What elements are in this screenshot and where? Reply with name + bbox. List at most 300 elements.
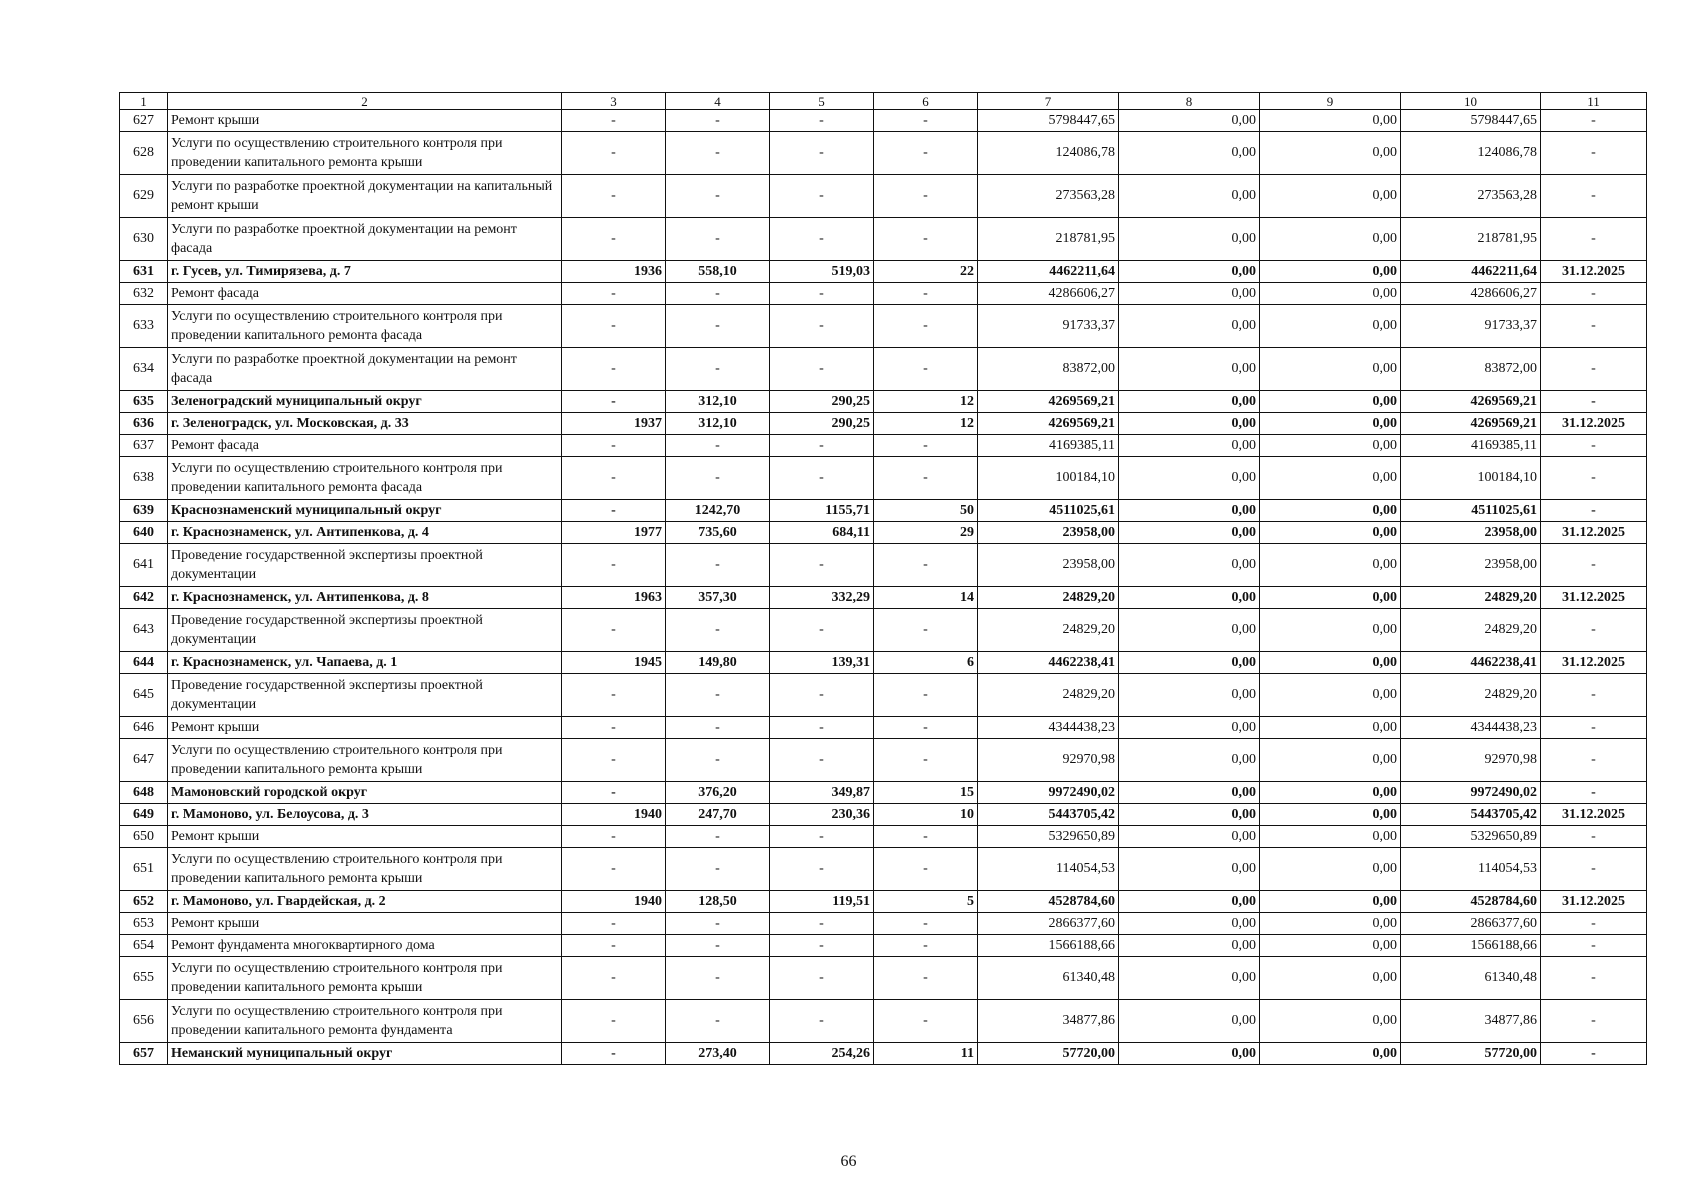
table-cell: - [874, 935, 978, 957]
table-row [120, 739, 1647, 782]
table-cell: 23958,00 [978, 522, 1119, 544]
table-cell: 0,00 [1260, 391, 1401, 413]
table-cell: 23958,00 [1401, 522, 1541, 544]
table-cell: - [770, 110, 874, 132]
table-cell: - [1541, 609, 1647, 652]
table-cell: - [1541, 782, 1647, 804]
table-cell: 4511025,61 [1401, 500, 1541, 522]
table-cell: 332,29 [770, 587, 874, 609]
table-row [120, 1000, 1647, 1043]
table-cell: - [562, 457, 666, 500]
table-row [120, 913, 1647, 935]
table-cell: 1963 [562, 587, 666, 609]
table-row [120, 544, 1647, 587]
table-cell: Ремонт крыши [168, 717, 562, 739]
table-cell: 632 [120, 283, 168, 305]
column-number-cell: 6 [874, 93, 978, 110]
table-cell: 34877,86 [978, 1000, 1119, 1043]
table-cell: - [874, 674, 978, 717]
table-cell: - [562, 957, 666, 1000]
table-cell: - [1541, 110, 1647, 132]
table-row [120, 717, 1647, 739]
column-number-cell: 5 [770, 93, 874, 110]
table-row [120, 848, 1647, 891]
table-cell: 1940 [562, 891, 666, 913]
table-cell: 100184,10 [978, 457, 1119, 500]
table-cell: - [666, 283, 770, 305]
table-cell: 11 [874, 1043, 978, 1065]
table-cell: 0,00 [1119, 1000, 1260, 1043]
table-cell: 1242,70 [666, 500, 770, 522]
table-cell: 92970,98 [978, 739, 1119, 782]
table-cell: 640 [120, 522, 168, 544]
table-row [120, 305, 1647, 348]
table-cell: 1936 [562, 261, 666, 283]
table-cell: 0,00 [1260, 283, 1401, 305]
table-cell: 0,00 [1260, 804, 1401, 826]
table-cell: - [666, 544, 770, 587]
table-cell: 4169385,11 [1401, 435, 1541, 457]
table-cell: - [874, 218, 978, 261]
table-cell: 0,00 [1119, 175, 1260, 218]
table-cell: 634 [120, 348, 168, 391]
table-cell: 290,25 [770, 413, 874, 435]
column-number-cell: 1 [120, 93, 168, 110]
table-cell: - [1541, 717, 1647, 739]
table-cell: Услуги по осуществлению строительного контроля при проведении капитального ремонта крыши [168, 132, 562, 175]
table-cell: 6 [874, 652, 978, 674]
table-cell: 0,00 [1260, 913, 1401, 935]
table-cell: 0,00 [1119, 674, 1260, 717]
table-cell: 114054,53 [978, 848, 1119, 891]
table-cell: Ремонт крыши [168, 913, 562, 935]
table-cell: 0,00 [1260, 717, 1401, 739]
table-cell: - [874, 283, 978, 305]
table-row [120, 435, 1647, 457]
table-cell: 643 [120, 609, 168, 652]
table-row [120, 782, 1647, 804]
table-cell: 128,50 [666, 891, 770, 913]
table-cell: Мамоновский городской округ [168, 782, 562, 804]
table-cell: 0,00 [1119, 739, 1260, 782]
table-cell: 648 [120, 782, 168, 804]
table-cell: 119,51 [770, 891, 874, 913]
table-cell: 31.12.2025 [1541, 587, 1647, 609]
table-cell: 633 [120, 305, 168, 348]
table-cell: г. Краснознаменск, ул. Чапаева, д. 1 [168, 652, 562, 674]
table-cell: 0,00 [1260, 826, 1401, 848]
table-cell: - [562, 283, 666, 305]
table-cell: - [666, 218, 770, 261]
table-cell: г. Гусев, ул. Тимирязева, д. 7 [168, 261, 562, 283]
table-cell: 230,36 [770, 804, 874, 826]
table-cell: - [1541, 457, 1647, 500]
table-cell: 635 [120, 391, 168, 413]
table-cell: 14 [874, 587, 978, 609]
table-cell: 273563,28 [978, 175, 1119, 218]
table-cell: Услуги по разработке проектной документации на ремонт фасада [168, 218, 562, 261]
table-cell: 4462211,64 [1401, 261, 1541, 283]
table-cell: 0,00 [1119, 804, 1260, 826]
table-cell: 629 [120, 175, 168, 218]
table-cell: 627 [120, 110, 168, 132]
table-cell: 92970,98 [1401, 739, 1541, 782]
table-cell: 247,70 [666, 804, 770, 826]
table-cell: 0,00 [1119, 652, 1260, 674]
table-row [120, 891, 1647, 913]
table-cell: 4528784,60 [1401, 891, 1541, 913]
table-cell: - [1541, 1000, 1647, 1043]
table-cell: 5443705,42 [1401, 804, 1541, 826]
table-cell: - [874, 739, 978, 782]
table-cell: 124086,78 [1401, 132, 1541, 175]
table-cell: 31.12.2025 [1541, 804, 1647, 826]
table-cell: - [770, 717, 874, 739]
table-cell: 0,00 [1260, 544, 1401, 587]
table-cell: 638 [120, 457, 168, 500]
table-cell: - [666, 348, 770, 391]
table-row [120, 500, 1647, 522]
table-cell: г. Мамоново, ул. Белоусова, д. 3 [168, 804, 562, 826]
table-cell: Услуги по осуществлению строительного контроля при проведении капитального ремонта крыши [168, 848, 562, 891]
table-cell: 9972490,02 [1401, 782, 1541, 804]
table-cell: 5329650,89 [1401, 826, 1541, 848]
column-number-cell: 10 [1401, 93, 1541, 110]
table-cell: 684,11 [770, 522, 874, 544]
table-cell: Зеленоградский муниципальный округ [168, 391, 562, 413]
table-cell: - [874, 175, 978, 218]
table-cell: 0,00 [1260, 652, 1401, 674]
table-cell: 653 [120, 913, 168, 935]
table-cell: - [562, 913, 666, 935]
table-cell: - [666, 1000, 770, 1043]
table-cell: - [666, 305, 770, 348]
table-cell: 0,00 [1260, 435, 1401, 457]
table-cell: Краснознаменский муниципальный округ [168, 500, 562, 522]
table-cell: 0,00 [1260, 935, 1401, 957]
table-cell: - [1541, 348, 1647, 391]
table-cell: Услуги по разработке проектной документации на капитальный ремонт крыши [168, 175, 562, 218]
table-cell: - [770, 609, 874, 652]
table-cell: 5329650,89 [978, 826, 1119, 848]
table-cell: - [666, 457, 770, 500]
table-cell: - [1541, 500, 1647, 522]
table-cell: - [770, 175, 874, 218]
table-cell: 57720,00 [978, 1043, 1119, 1065]
table-cell: 100184,10 [1401, 457, 1541, 500]
table-cell: Услуги по осуществлению строительного контроля при проведении капитального ремонта крыши [168, 957, 562, 1000]
table-cell: 0,00 [1119, 957, 1260, 1000]
table-cell: - [770, 957, 874, 1000]
table-cell: 4286606,27 [1401, 283, 1541, 305]
table-row [120, 175, 1647, 218]
table-cell: - [562, 500, 666, 522]
table-cell: 631 [120, 261, 168, 283]
table-cell: 0,00 [1260, 848, 1401, 891]
table-cell: 31.12.2025 [1541, 652, 1647, 674]
table-cell: 0,00 [1119, 609, 1260, 652]
table-cell: 50 [874, 500, 978, 522]
table-cell: 0,00 [1260, 261, 1401, 283]
column-number-cell: 7 [978, 93, 1119, 110]
table-cell: 124086,78 [978, 132, 1119, 175]
table-cell: 273563,28 [1401, 175, 1541, 218]
table-cell: 0,00 [1260, 500, 1401, 522]
table-cell: 10 [874, 804, 978, 826]
table-cell: - [562, 132, 666, 175]
table-cell: Ремонт крыши [168, 110, 562, 132]
table-cell: 0,00 [1260, 957, 1401, 1000]
table-cell: 15 [874, 782, 978, 804]
data-table [119, 92, 1647, 1065]
table-cell: - [562, 175, 666, 218]
table-cell: - [1541, 283, 1647, 305]
table-cell: - [562, 110, 666, 132]
table-cell: Ремонт фасада [168, 435, 562, 457]
table-cell: Ремонт фасада [168, 283, 562, 305]
table-row [120, 957, 1647, 1000]
table-cell: - [562, 609, 666, 652]
table-cell: 0,00 [1119, 283, 1260, 305]
table-cell: Ремонт крыши [168, 826, 562, 848]
table-cell: 22 [874, 261, 978, 283]
table-cell: 12 [874, 413, 978, 435]
table-cell: - [666, 674, 770, 717]
table-cell: 0,00 [1119, 782, 1260, 804]
column-number-cell: 11 [1541, 93, 1647, 110]
table-cell: - [770, 283, 874, 305]
table-cell: - [770, 913, 874, 935]
table-cell: - [770, 848, 874, 891]
table-cell: 0,00 [1260, 782, 1401, 804]
table-cell: 9972490,02 [978, 782, 1119, 804]
table-cell: 0,00 [1119, 717, 1260, 739]
table-cell: - [770, 1000, 874, 1043]
table-cell: г. Краснознаменск, ул. Антипенкова, д. 8 [168, 587, 562, 609]
table-cell: 0,00 [1260, 522, 1401, 544]
table-cell: - [1541, 674, 1647, 717]
table-cell: 639 [120, 500, 168, 522]
table-cell: - [1541, 826, 1647, 848]
table-cell: - [770, 544, 874, 587]
table-cell: - [770, 132, 874, 175]
table-cell: 650 [120, 826, 168, 848]
table-body [120, 110, 1647, 1065]
table-cell: 4462238,41 [978, 652, 1119, 674]
table-cell: г. Зеленоградск, ул. Московская, д. 33 [168, 413, 562, 435]
table-cell: 31.12.2025 [1541, 261, 1647, 283]
table-cell: 0,00 [1260, 1000, 1401, 1043]
table-cell: - [562, 782, 666, 804]
table-cell: 91733,37 [1401, 305, 1541, 348]
table-cell: 114054,53 [1401, 848, 1541, 891]
table-cell: - [666, 609, 770, 652]
table-cell: Услуги по осуществлению строительного контроля при проведении капитального ремонта крыши [168, 739, 562, 782]
table-cell: 139,31 [770, 652, 874, 674]
table-cell: Проведение государственной экспертизы проектной документации [168, 544, 562, 587]
table-cell: 641 [120, 544, 168, 587]
table-cell: 24829,20 [1401, 587, 1541, 609]
table-cell: 34877,86 [1401, 1000, 1541, 1043]
table-cell: 0,00 [1119, 826, 1260, 848]
table-row [120, 218, 1647, 261]
table-cell: - [562, 218, 666, 261]
table-cell: - [562, 826, 666, 848]
column-number-cell: 4 [666, 93, 770, 110]
table-cell: - [1541, 739, 1647, 782]
table-cell: 0,00 [1260, 674, 1401, 717]
column-number-cell: 8 [1119, 93, 1260, 110]
table-row [120, 413, 1647, 435]
table-cell: - [770, 218, 874, 261]
table-cell: 0,00 [1119, 110, 1260, 132]
table-cell: 5798447,65 [978, 110, 1119, 132]
table-cell: 0,00 [1119, 1043, 1260, 1065]
table-cell: - [562, 348, 666, 391]
table-row [120, 804, 1647, 826]
table-row [120, 935, 1647, 957]
table-cell: 4269569,21 [1401, 391, 1541, 413]
table-cell: - [874, 848, 978, 891]
table-row [120, 1043, 1647, 1065]
table-cell: 4344438,23 [978, 717, 1119, 739]
table-cell: 0,00 [1260, 587, 1401, 609]
table-cell: - [666, 826, 770, 848]
table-cell: 4269569,21 [978, 391, 1119, 413]
table-cell: - [1541, 132, 1647, 175]
table-cell: - [562, 717, 666, 739]
table-cell: - [1541, 305, 1647, 348]
table-cell: 4511025,61 [978, 500, 1119, 522]
table-cell: - [666, 848, 770, 891]
table-cell: 312,10 [666, 413, 770, 435]
table-cell: 4344438,23 [1401, 717, 1541, 739]
table-row [120, 826, 1647, 848]
table-cell: 312,10 [666, 391, 770, 413]
table-cell: 24829,20 [1401, 674, 1541, 717]
table-cell: 376,20 [666, 782, 770, 804]
table-cell: - [562, 739, 666, 782]
table-cell: 652 [120, 891, 168, 913]
table-cell: 61340,48 [978, 957, 1119, 1000]
table-cell: - [562, 435, 666, 457]
table-cell: 649 [120, 804, 168, 826]
table-cell: г. Краснознаменск, ул. Антипенкова, д. 4 [168, 522, 562, 544]
table-cell: Проведение государственной экспертизы проектной документации [168, 674, 562, 717]
table-cell: - [874, 717, 978, 739]
table-cell: 0,00 [1260, 132, 1401, 175]
table-cell: 357,30 [666, 587, 770, 609]
table-row [120, 457, 1647, 500]
table-cell: - [874, 457, 978, 500]
table-row [120, 391, 1647, 413]
table-cell: - [666, 132, 770, 175]
table-cell: 0,00 [1119, 500, 1260, 522]
table-cell: - [562, 848, 666, 891]
table-cell: 0,00 [1119, 305, 1260, 348]
table-cell: 657 [120, 1043, 168, 1065]
table-cell: - [770, 674, 874, 717]
table-cell: 0,00 [1260, 609, 1401, 652]
table-cell: 1155,71 [770, 500, 874, 522]
table-cell: 349,87 [770, 782, 874, 804]
table-cell: 0,00 [1119, 457, 1260, 500]
table-cell: - [1541, 435, 1647, 457]
table-cell: - [562, 305, 666, 348]
table-cell: - [874, 132, 978, 175]
table-cell: - [874, 110, 978, 132]
table-cell: 4269569,21 [1401, 413, 1541, 435]
table-row [120, 348, 1647, 391]
table-cell: 24829,20 [978, 609, 1119, 652]
table-cell: - [874, 609, 978, 652]
table-cell: 636 [120, 413, 168, 435]
table-cell: 0,00 [1260, 305, 1401, 348]
table-cell: 0,00 [1119, 587, 1260, 609]
table-cell: 0,00 [1260, 348, 1401, 391]
table-cell: 1977 [562, 522, 666, 544]
table-cell: 149,80 [666, 652, 770, 674]
table-cell: - [666, 717, 770, 739]
table-row [120, 283, 1647, 305]
table-cell: - [874, 435, 978, 457]
table-row [120, 110, 1647, 132]
page-number: 66 [840, 1153, 857, 1170]
table-cell: - [562, 935, 666, 957]
table-cell: - [1541, 218, 1647, 261]
table-header [120, 93, 1647, 110]
table-cell: 273,40 [666, 1043, 770, 1065]
table-cell: 0,00 [1260, 891, 1401, 913]
table-cell: - [1541, 935, 1647, 957]
table-cell: - [1541, 957, 1647, 1000]
table-cell: 637 [120, 435, 168, 457]
table-cell: 644 [120, 652, 168, 674]
table-cell: 57720,00 [1401, 1043, 1541, 1065]
table-cell: 218781,95 [978, 218, 1119, 261]
table-cell: - [770, 305, 874, 348]
table-cell: 0,00 [1119, 435, 1260, 457]
table-cell: - [1541, 391, 1647, 413]
table-cell: 645 [120, 674, 168, 717]
table-cell: - [1541, 1043, 1647, 1065]
table-cell: - [874, 826, 978, 848]
table-cell: - [1541, 848, 1647, 891]
table-cell: - [666, 175, 770, 218]
table-cell: - [1541, 175, 1647, 218]
table-cell: 61340,48 [1401, 957, 1541, 1000]
table-cell: 5 [874, 891, 978, 913]
table-cell: Проведение государственной экспертизы проектной документации [168, 609, 562, 652]
table-cell: - [666, 110, 770, 132]
table-cell: 0,00 [1260, 110, 1401, 132]
table-cell: 647 [120, 739, 168, 782]
table-cell: 642 [120, 587, 168, 609]
table-cell: 655 [120, 957, 168, 1000]
table-cell: - [1541, 913, 1647, 935]
table-cell: - [666, 739, 770, 782]
table-cell: - [770, 435, 874, 457]
table-cell: Ремонт фундамента многоквартирного дома [168, 935, 562, 957]
table-cell: 0,00 [1119, 913, 1260, 935]
table-cell: 83872,00 [978, 348, 1119, 391]
table-cell: 4462238,41 [1401, 652, 1541, 674]
table-cell: 0,00 [1119, 935, 1260, 957]
table-cell: 4286606,27 [978, 283, 1119, 305]
table-cell: 1566188,66 [978, 935, 1119, 957]
table-cell: 646 [120, 717, 168, 739]
table-cell: - [666, 935, 770, 957]
